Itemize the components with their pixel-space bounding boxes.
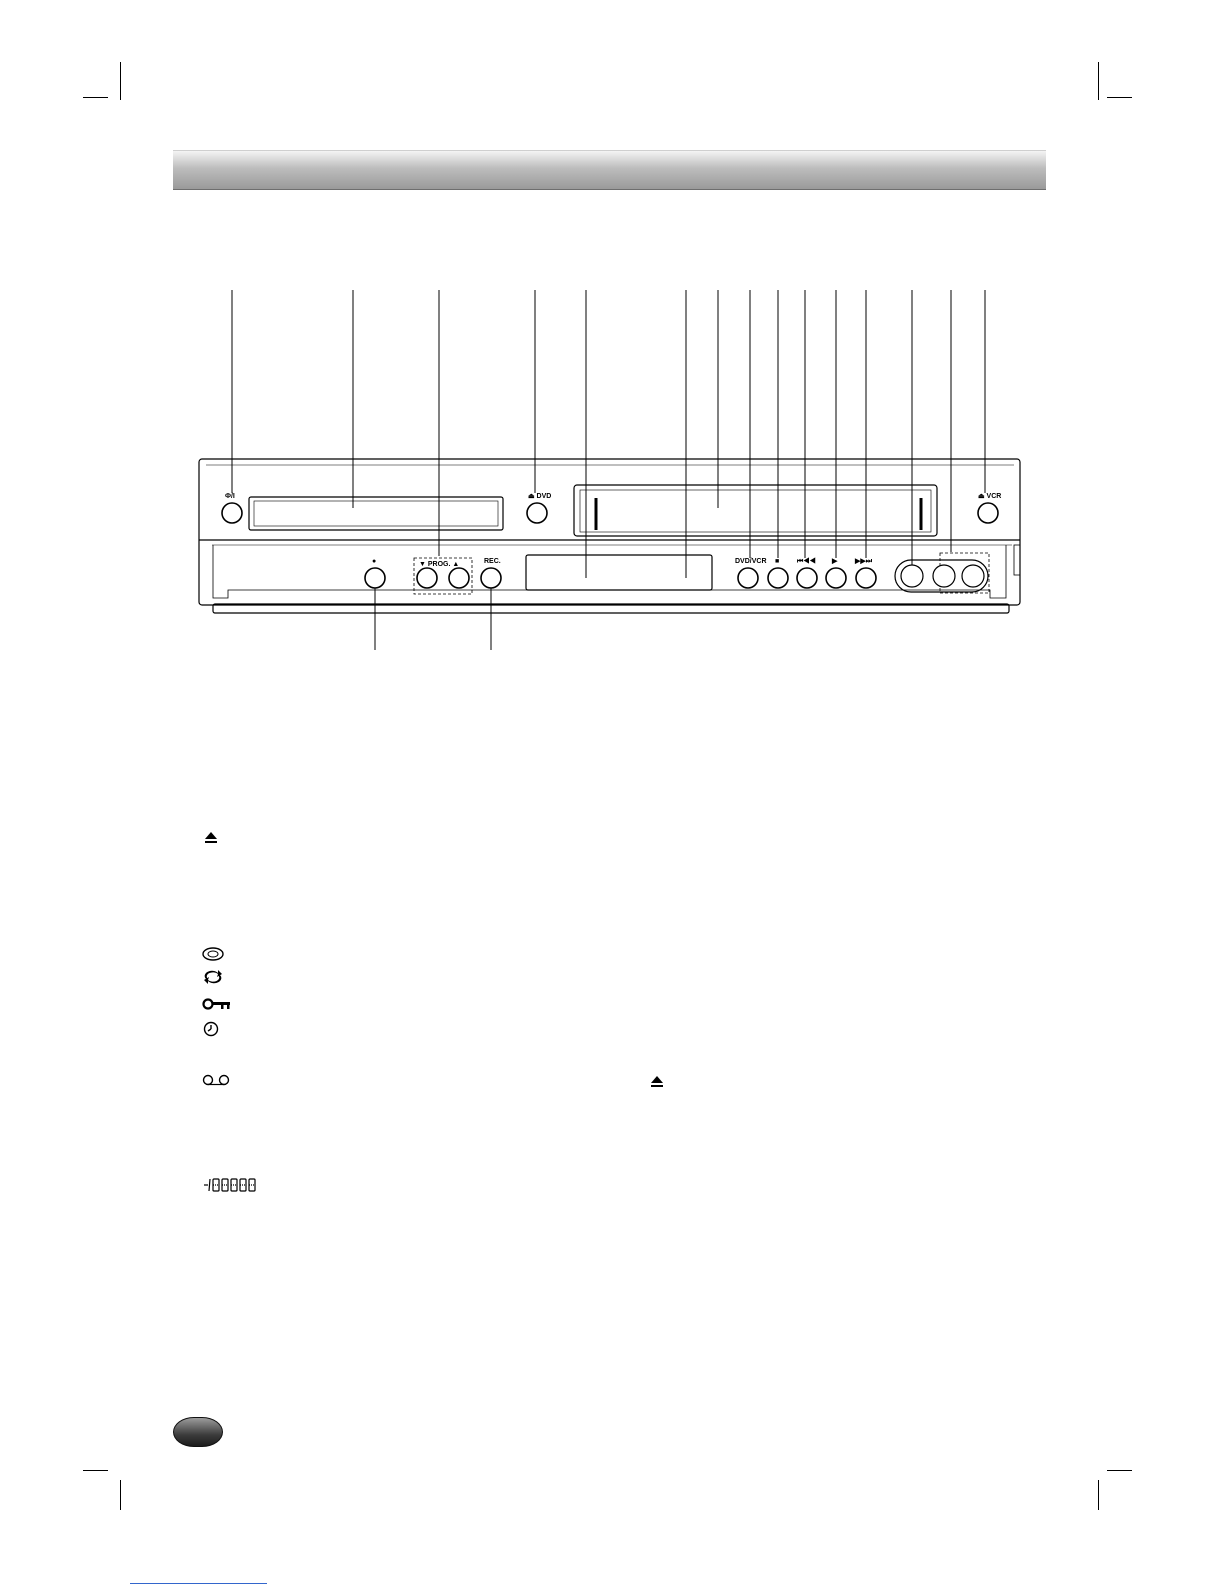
vcr-eject-label: ⏏ VCR [978,493,1002,500]
crop-mark [1107,1470,1132,1471]
prog-up-button[interactable] [449,568,469,588]
dvd-eject-label: ⏏ DVD [528,493,552,500]
vcr-eject-button[interactable] [978,503,998,523]
page-number-tab [173,1417,223,1447]
dvd-vcr-button[interactable] [738,568,758,588]
stop-label: ■ [775,558,780,565]
callout-lines [232,290,985,650]
video-in-jack[interactable] [901,565,923,587]
power-button[interactable] [222,503,242,523]
counter-display-icon [203,1177,259,1193]
prog-label: ▼ PROG. ▲ [419,561,460,568]
audio-right-jack[interactable] [962,565,984,587]
skip-forward-label: ▶▶⏭ [855,558,873,565]
skip-back-button[interactable] [797,568,817,588]
rec-label: REC. [484,558,501,565]
front-panel-diagram [0,0,1225,700]
dvd-eject-button[interactable] [527,503,547,523]
skip-forward-button[interactable] [856,568,876,588]
record-dot-label: ● [372,558,377,565]
crop-mark [83,1470,108,1471]
prog-down-button[interactable] [417,568,437,588]
dvd-vcr-label: DVD/VCR [735,558,767,565]
skip-back-label: ⏮◀◀ [797,558,816,565]
play-label: ▶ [832,558,838,565]
eject-icon [650,1076,664,1088]
disc-icon [202,947,224,961]
cassette-icon [202,1074,230,1086]
hyperlink-underline[interactable] [130,1583,267,1584]
play-button[interactable] [826,568,846,588]
clock-icon [203,1021,219,1037]
vcr-cassette-door [574,485,937,536]
audio-left-jack[interactable] [933,565,955,587]
stop-button[interactable] [768,568,788,588]
key-lock-icon [202,997,232,1011]
crop-mark [1098,1480,1099,1510]
power-label: Ф/I [225,493,235,500]
eject-icon [204,832,218,844]
display-window [526,555,712,590]
rec-button[interactable] [481,568,501,588]
repeat-icon [202,969,224,985]
crop-mark [120,1480,121,1510]
record-button[interactable] [365,568,385,588]
dvd-disc-tray [249,497,503,530]
